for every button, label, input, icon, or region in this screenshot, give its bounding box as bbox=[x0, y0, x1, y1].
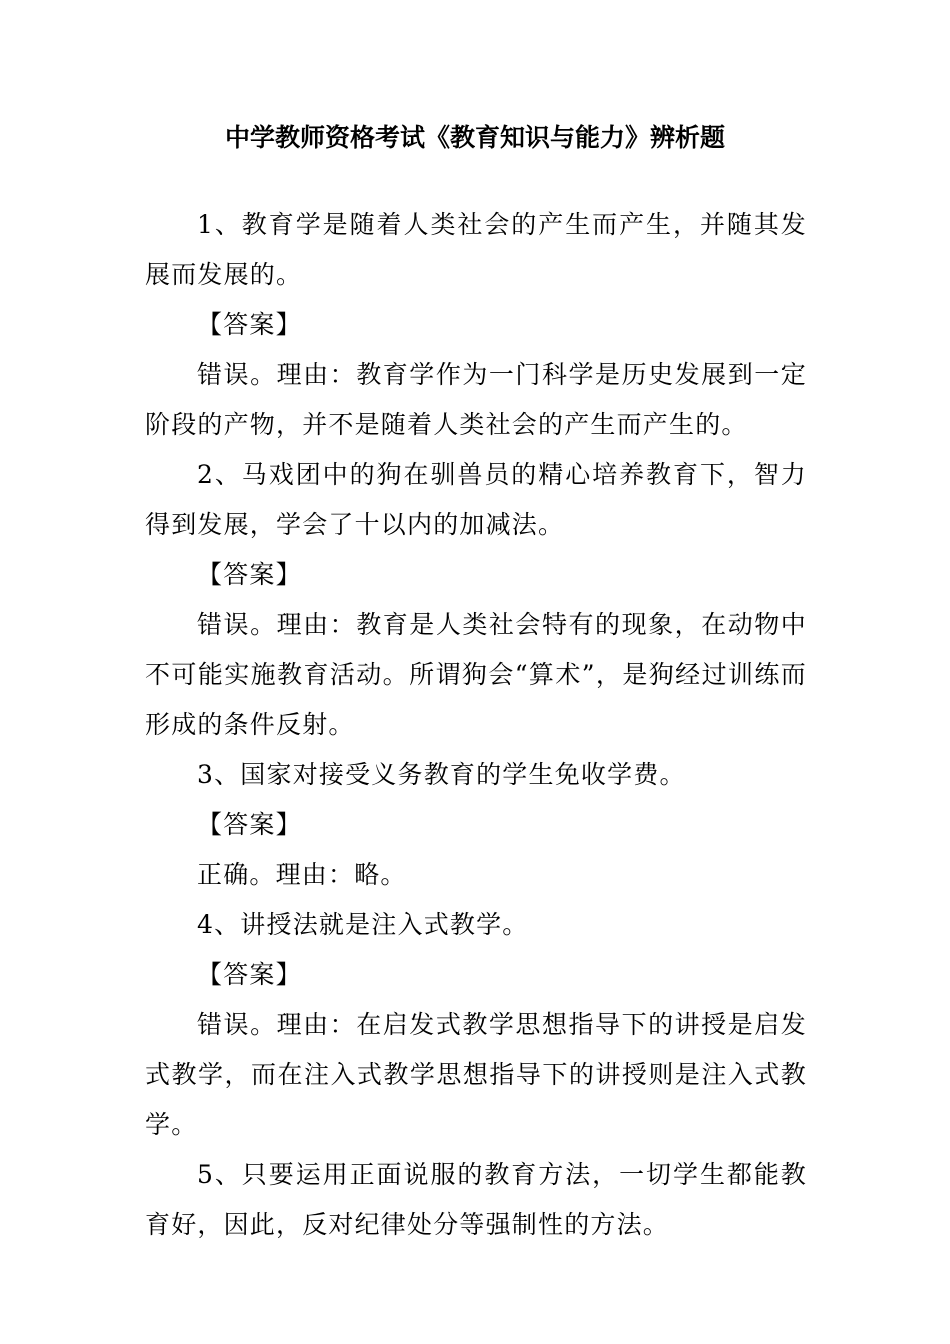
question-4: 4、讲授法就是注入式教学。 bbox=[197, 910, 529, 939]
answer-text-4: 错误。理由：在启发式教学思想指导下的讲授是启发式教学，而在注入式教学思想指导下的讲授则是注入式教学。 bbox=[145, 1010, 807, 1139]
document-body bbox=[145, 200, 807, 1250]
question-5: 5、只要运用正面说服的教育方法，一切学生都能教育好，因此，反对纪律处分等强制性的方法。 bbox=[145, 1160, 807, 1239]
question-2: 2、马戏团中的狗在驯兽员的精心培养教育下，智力得到发展，学会了十以内的加减法。 bbox=[145, 460, 807, 539]
question-1: 1、教育学是随着人类社会的产生而产生，并随其发展而发展的。 bbox=[145, 210, 807, 289]
answer-label-2: 【答案】 bbox=[197, 560, 302, 589]
answer-text-2: 错误。理由：教育是人类社会特有的现象，在动物中不可能实施教育活动。所谓狗会“算术”，是狗经过训练而形成的条件反射。 bbox=[145, 610, 807, 739]
document-title: 中学教师资格考试《教育知识与能力》辨析题 bbox=[224, 123, 725, 152]
answer-text-3: 正确。理由：略。 bbox=[197, 860, 407, 889]
answer-label-4: 【答案】 bbox=[197, 960, 302, 989]
answer-label-1: 【答案】 bbox=[197, 310, 302, 339]
question-3: 3、国家对接受义务教育的学生免收学费。 bbox=[197, 760, 686, 789]
answer-label-3: 【答案】 bbox=[197, 810, 302, 839]
answer-text-1: 错误。理由：教育学作为一门科学是历史发展到一定阶段的产物，并不是随着人类社会的产生而产生的。 bbox=[145, 360, 807, 439]
